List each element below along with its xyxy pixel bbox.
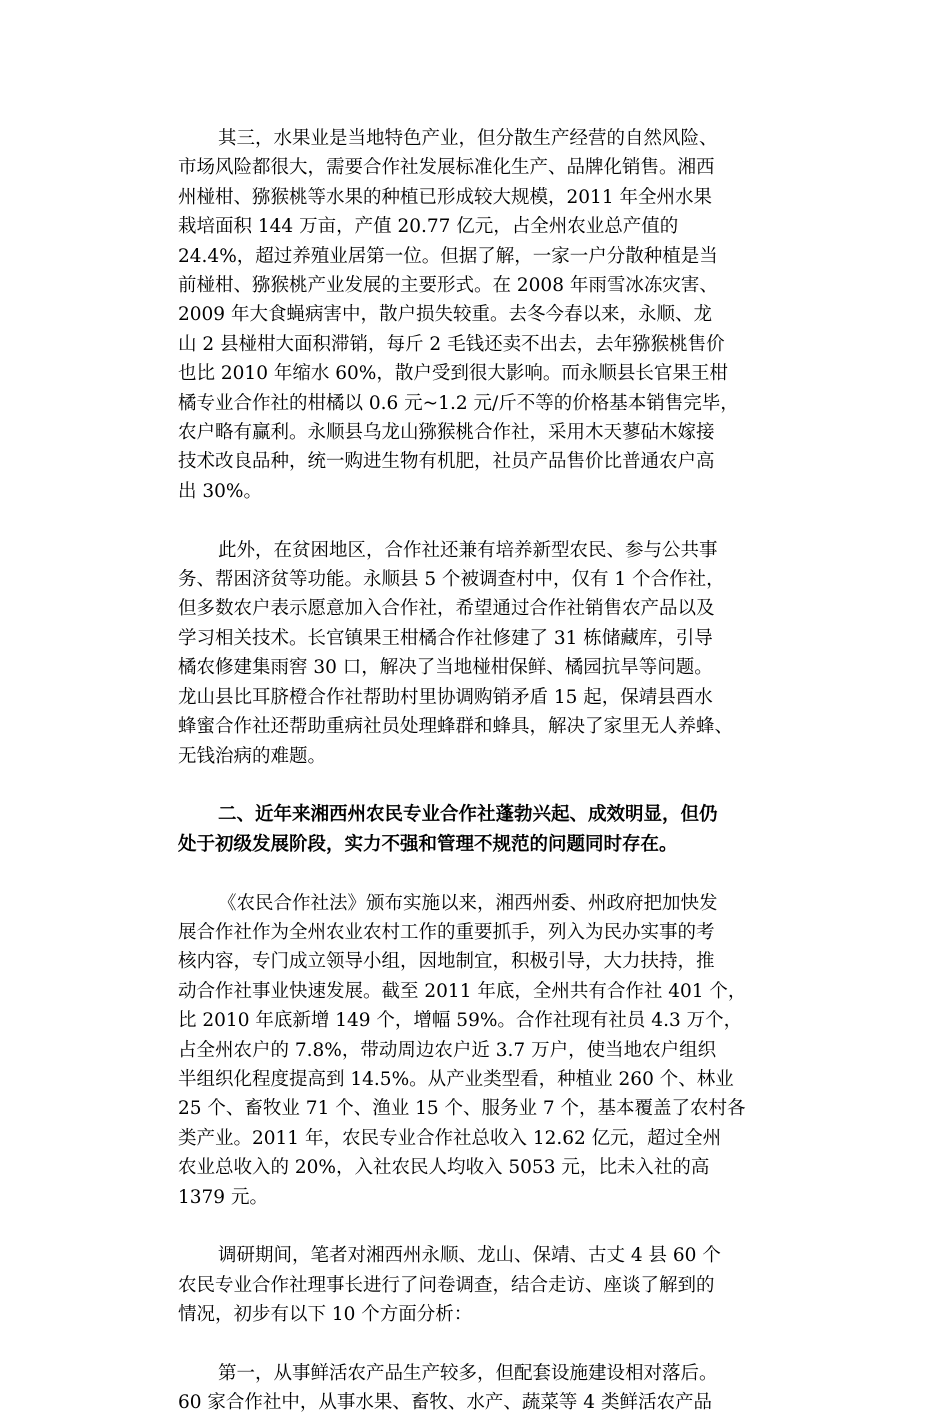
text-line: 无钱治病的难题。 <box>178 745 327 767</box>
text-line: 展合作社作为全州农业农村工作的重要抓手，列入为民办实事的考 <box>178 921 715 943</box>
text-line: 25 个、畜牧业 71 个、渔业 15 个、服务业 7 个，基本覆盖了农村各 <box>178 1098 746 1120</box>
text-line: 动合作社事业快速发展。截至 2011 年底，全州共有合作社 401 个， <box>178 980 747 1002</box>
text-line: 1379 元。 <box>178 1186 268 1208</box>
text-line: 但多数农户表示愿意加入合作社，希望通过合作社销售农产品以及 <box>178 598 715 620</box>
text-line: 《农民合作社法》颁布实施以来，湘西州委、州政府把加快发 <box>218 892 718 914</box>
text-line: 情况，初步有以下 10 个方面分析： <box>178 1304 473 1326</box>
text-line: 调研期间，笔者对湘西州永顺、龙山、保靖、古丈 4 县 60 个 <box>218 1245 721 1267</box>
text-line: 也比 2010 年缩水 60%，散户受到很大影响。而永顺县长官果王柑 <box>178 363 728 385</box>
text-line: 技术改良品种，统一购进生物有机肥，社员产品售价比普通农户高 <box>178 451 715 473</box>
text-line: 农户略有赢利。永顺县乌龙山猕猴桃合作社，采用木天蓼砧木嫁接 <box>178 422 715 444</box>
text-line: 橘专业合作社的柑橘以 0.6 元~1.2 元/斤不等的价格基本销售完毕， <box>178 392 739 414</box>
text-line: 农业总收入的 20%，入社农民人均收入 5053 元，比未入社的高 <box>178 1157 710 1179</box>
text-line: 占全州农户的 7.8%，带动周边农户近 3.7 万户，使当地农户组织 <box>178 1039 717 1061</box>
text-line: 市场风险都很大，需要合作社发展标准化生产、品牌化销售。湘西 <box>178 157 715 179</box>
text-line: 州椪柑、猕猴桃等水果的种植已形成较大规模，2011 年全州水果 <box>178 186 712 208</box>
text-line: 栽培面积 144 万亩，产值 20.77 亿元，占全州农业总产值的 <box>178 216 679 238</box>
text-line: 比 2010 年底新增 149 个，增幅 59%。合作社现有社员 4.3 万个， <box>178 1010 743 1032</box>
text-line: 前椪柑、猕猴桃产业发展的主要形式。在 2008 年雨雪冰冻灾害、 <box>178 275 718 297</box>
text-line: 橘农修建集雨窖 30 口，解决了当地椪柑保鲜、橘园抗旱等问题。 <box>178 657 713 679</box>
paragraph-gap <box>178 1330 778 1359</box>
paragraph-fruit-industry <box>178 124 778 506</box>
paragraph-poverty-areas <box>178 536 778 771</box>
paragraph-first-point <box>178 1359 778 1418</box>
text-line: 山 2 县椪柑大面积滞销，每斤 2 毛钱还卖不出去，去年猕猴桃售价 <box>178 333 725 355</box>
text-line: 龙山县比耳脐橙合作社帮助村里协调购销矛盾 15 起，保靖县酉水 <box>178 686 713 708</box>
text-line: 其三，水果业是当地特色产业，但分散生产经营的自然风险、 <box>218 128 718 149</box>
text-line: 24.4%，超过养殖业居第一位。但据了解，一家一户分散种植是当 <box>178 245 718 267</box>
text-line: 农民专业合作社理事长进行了问卷调查，结合走访、座谈了解到的 <box>178 1274 715 1296</box>
heading-line: 二、近年来湘西州农民专业合作社蓬勃兴起、成效明显，但仍 <box>218 804 718 826</box>
paragraph-gap <box>178 771 778 800</box>
paragraph-survey <box>178 1241 778 1329</box>
text-line: 出 30%。 <box>178 480 262 502</box>
paragraph-gap <box>178 1212 778 1241</box>
text-line: 60 家合作社中，从事水果、畜牧、水产、蔬菜等 4 类鲜活农产品 <box>178 1392 712 1414</box>
heading-line: 处于初级发展阶段，实力不强和管理不规范的问题同时存在。 <box>178 833 678 855</box>
document-page <box>178 124 778 1418</box>
text-line: 第一，从事鲜活农产品生产较多，但配套设施建设相对落后。 <box>218 1362 718 1384</box>
text-line: 类产业。2011 年，农民专业合作社总收入 12.62 亿元，超过全州 <box>178 1127 722 1149</box>
paragraph-gap <box>178 859 778 888</box>
text-line: 蜂蜜合作社还帮助重病社员处理蜂群和蜂具，解决了家里无人养蜂、 <box>178 716 734 738</box>
text-line: 此外，在贫困地区，合作社还兼有培养新型农民、参与公共事 <box>218 539 718 561</box>
text-line: 半组织化程度提高到 14.5%。从产业类型看，种植业 260 个、林业 <box>178 1068 734 1090</box>
text-line: 核内容，专门成立领导小组，因地制宜，积极引导，大力扶持，推 <box>178 951 715 973</box>
text-line: 2009 年大食蝇病害中，散户损失较重。去冬今春以来，永顺、龙 <box>178 304 712 326</box>
section-heading <box>178 800 778 859</box>
text-line: 务、帮困济贫等功能。永顺县 5 个被调查村中，仅有 1 个合作社， <box>178 569 725 591</box>
text-line: 学习相关技术。长官镇果王柑橘合作社修建了 31 栋储藏库，引导 <box>178 627 713 649</box>
paragraph-cooperative-law <box>178 889 778 1212</box>
paragraph-gap <box>178 506 778 535</box>
